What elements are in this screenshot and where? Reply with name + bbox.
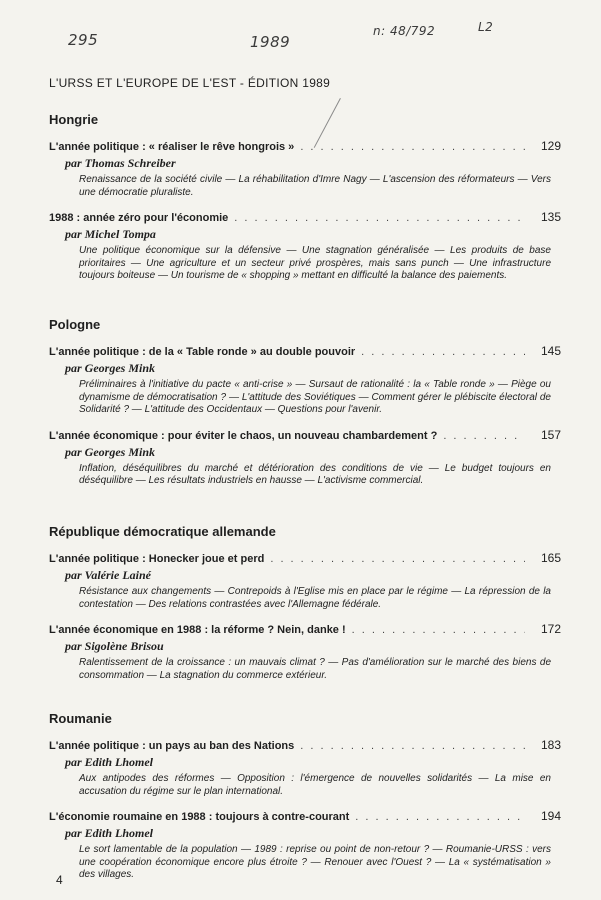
leader-dots: [361, 346, 525, 358]
toc-entry: [49, 738, 561, 798]
handwritten-note: L2: [478, 20, 494, 34]
section-roumanie: [49, 711, 561, 893]
article-author: par Edith Lhomel: [65, 826, 154, 841]
page-number: 145: [540, 344, 561, 358]
page-number: 183: [540, 738, 561, 752]
section-title: Roumanie: [49, 711, 112, 726]
article-author: par Edith Lhomel: [65, 755, 154, 769]
page-number: 172: [540, 622, 561, 637]
article-summary: Inflation, déséquilibres du marché et détérioration des conditions de vie — Le budget toujours en déséquilibre — Les résultats industriels en hausse — L'activisme commercial.: [79, 462, 551, 487]
leader-dots: [300, 141, 525, 153]
article-author: par Georges Mink: [65, 444, 156, 459]
article-summary: Ralentissement de la croissance : un mauvais climat ? — Pas d'amélioration sur le marché des biens de consommation — La stagnation du commerce extérieur.: [79, 657, 551, 681]
section-hongrie: [49, 112, 561, 294]
article-summary: Résistance aux changements — Contrepoids à l'Eglise mis en place par le régime — La répression de la contestation — Des relations contrastées avec l'Allemagne fédérale.: [79, 586, 551, 610]
page-number: 194: [540, 809, 561, 824]
article-title: L'année politique : de la « Table ronde » au double pouvoir: [49, 346, 356, 358]
article-title: 1988 : année zéro pour l'économie: [49, 212, 229, 225]
toc-entry: [49, 139, 561, 199]
section-rda: [49, 524, 561, 693]
article-summary: Aux antipodes des réformes — Opposition : l'émergence de nouvelles solidarités — La mise en accusation du régime sur le plan international.: [79, 773, 551, 797]
page-number: 135: [540, 210, 561, 225]
leader-dots: [355, 811, 525, 823]
section-title: République démocratique allemande: [49, 524, 276, 539]
section-title: Pologne: [49, 317, 101, 332]
article-title: L'année politique : un pays au ban des Nations: [49, 740, 295, 752]
document-header: L'URSS ET L'EUROPE DE L'EST - ÉDITION 1989: [49, 76, 331, 90]
toc-entry: [49, 210, 561, 283]
article-summary: Préliminaires à l'initiative du pacte « anti-crise » — Sursaut de rationalité : la « Table ronde » — Piège ou dynamisme de démocratisation ? — L'attitude des Soviétiques — Comment gérer le plébiscite électoral de Solidarité ? — L'attitude des Occidentaux — Questions pour l'avenir.: [79, 379, 551, 416]
toc-entry: [49, 428, 561, 488]
page-number: 129: [540, 139, 561, 153]
article-title: L'année économique en 1988 : la réforme ? Nein, danke !: [49, 624, 346, 637]
toc-entry: [49, 622, 561, 682]
article-author: par Michel Tompa: [65, 227, 156, 242]
handwritten-note: n: 48/792: [373, 24, 436, 38]
article-summary: Une politique économique sur la défensive — Une stagnation généralisée — Les produits de base prioritaires — Une agriculture et un secteur privé prospères, mais sans punch — Une infrastructure toujours boiteuse — Un tourisme de « shopping » mettant en difficulté la balance des paiements.: [79, 245, 551, 282]
article-title: L'année politique : « réaliser le rêve hongrois »: [49, 141, 295, 153]
leader-dots: [234, 212, 525, 224]
handwritten-note: 295: [68, 31, 99, 49]
toc-entry: [49, 809, 561, 882]
article-title: L'économie roumaine en 1988 : toujours à contre-courant: [49, 811, 350, 824]
article-author: par Georges Mink: [65, 361, 156, 375]
article-summary: Renaissance de la société civile — La réhabilitation d'Imre Nagy — L'ascension des réformateurs — Vers une démocratie pluraliste.: [79, 174, 551, 198]
toc-entry: [49, 551, 561, 611]
section-title: Hongrie: [49, 112, 99, 127]
handwritten-note: 1989: [250, 33, 291, 51]
leader-dots: [270, 553, 525, 565]
article-title: L'année économique : pour éviter le chaos, un nouveau chambardement ?: [49, 429, 438, 442]
leader-dots: [300, 740, 525, 752]
leader-dots: [443, 430, 525, 442]
article-author: par Valérie Lainé: [65, 568, 151, 582]
page-number: 165: [540, 551, 561, 565]
article-author: par Sigolène Brisou: [65, 639, 164, 654]
article-title: L'année politique : Honecker joue et perd: [49, 553, 265, 565]
section-pologne: [49, 317, 561, 499]
leader-dots: [352, 624, 525, 636]
toc-entry: [49, 344, 561, 417]
page-number: 157: [540, 427, 561, 442]
article-summary: Le sort lamentable de la population — 1989 : reprise ou point de non-retour ? — Roumanie-URSS : vers une coopération économique encore plus étroite ? — Renouer avec l'Ouest ? — La « systématisation » des villages.: [79, 844, 551, 881]
article-author: par Thomas Schreiber: [65, 156, 176, 170]
footer-page-number: 4: [56, 873, 63, 887]
